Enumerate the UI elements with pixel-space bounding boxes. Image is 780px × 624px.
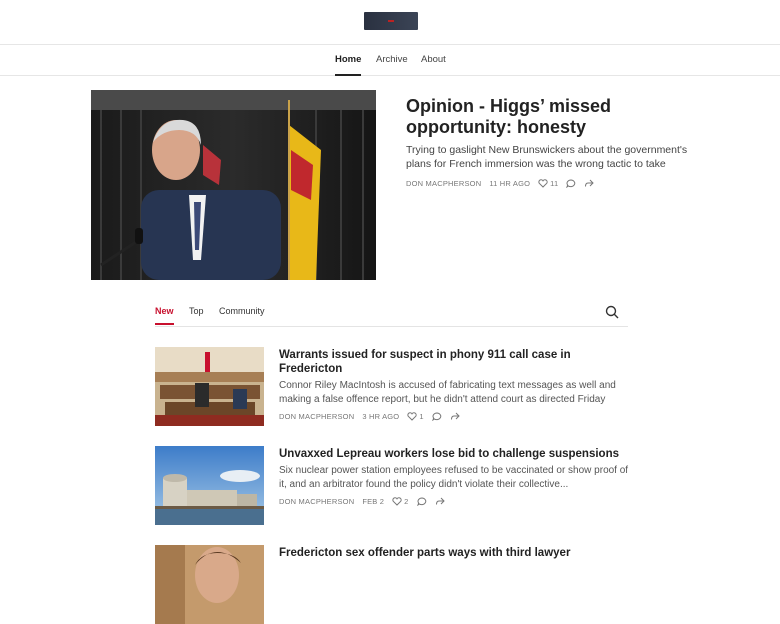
article-title-2[interactable]: Unvaxxed Lepreau workers lose bid to challenge suspensions (279, 448, 619, 460)
tab-new[interactable]: New (155, 306, 174, 316)
share-icon[interactable] (584, 179, 594, 188)
top-bar (0, 0, 780, 45)
site-logo[interactable] (364, 12, 418, 30)
search-icon[interactable] (605, 305, 619, 319)
featured-image[interactable] (91, 90, 376, 280)
nav-about[interactable]: About (421, 54, 446, 65)
featured-like-count: 11 (550, 179, 559, 188)
comment-icon[interactable] (417, 497, 427, 506)
feed-tabs (155, 296, 628, 327)
article-subtitle-1[interactable]: Connor Riley MacIntosh is accused of fabricating text messages as well and making a false offence report, but he didn't attend court as directed Friday (279, 380, 616, 405)
nav-home[interactable]: Home (335, 54, 362, 65)
tab-community[interactable]: Community (219, 306, 265, 316)
featured-title[interactable]: Opinion - Higgs’ missed opportunity: honesty (406, 96, 612, 137)
article-like-count-1: 1 (419, 412, 424, 421)
article-like-count-2: 2 (404, 497, 409, 506)
article-image-2[interactable] (155, 446, 264, 525)
heart-icon[interactable] (538, 179, 548, 188)
article-subtitle-2[interactable]: Six nuclear power station employees refused to be vaccinated or show proof of it, and an arbitrator found the policy didn't violate their collective... (279, 465, 629, 490)
main-nav (0, 44, 780, 76)
heart-icon[interactable] (407, 412, 417, 421)
featured-meta (406, 179, 596, 188)
article-author-2[interactable]: DON MACPHERSON (279, 497, 355, 506)
nav-archive[interactable]: Archive (376, 54, 408, 65)
article-author-1[interactable]: DON MACPHERSON (279, 412, 355, 421)
article-meta-1 (279, 412, 462, 421)
share-icon[interactable] (450, 412, 460, 421)
comment-icon[interactable] (432, 412, 442, 421)
article-title-1[interactable]: Warrants issued for suspect in phony 911 call case in Fredericton (279, 349, 571, 375)
featured-subtitle[interactable]: Trying to gaslight New Brunswickers about the government's plans for French immersion was the wrong tactic to take (406, 144, 688, 170)
share-icon[interactable] (435, 497, 445, 506)
featured-author[interactable]: DON MACPHERSON (406, 179, 482, 188)
tab-top[interactable]: Top (189, 306, 204, 316)
featured-time: 11 HR AGO (489, 179, 531, 188)
heart-icon[interactable] (392, 497, 402, 506)
article-time-1: 3 HR AGO (362, 412, 400, 421)
article-meta-2 (279, 497, 447, 506)
comment-icon[interactable] (566, 179, 576, 188)
article-time-2: FEB 2 (362, 497, 385, 506)
article-title-3[interactable]: Fredericton sex offender parts ways with third lawyer (279, 547, 571, 559)
article-image-1[interactable] (155, 347, 264, 426)
article-image-3[interactable] (155, 545, 264, 624)
